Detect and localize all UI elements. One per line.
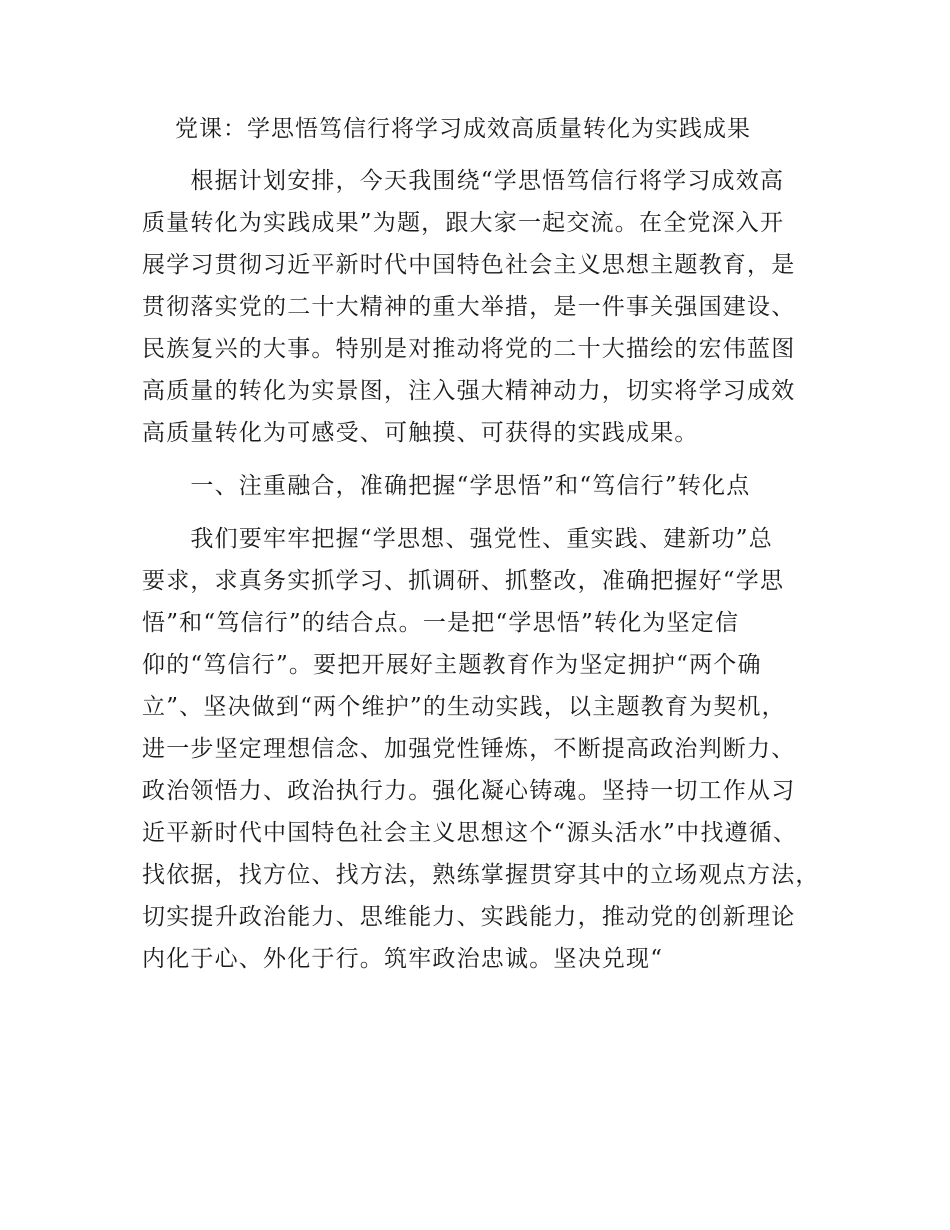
body-line: 我们要牢牢把握“学思想、强党性、重实践、建新功”总: [142, 526, 773, 552]
body-line: 找依据，找方位、找方法，熟练掌握贯穿其中的立场观点方法，: [142, 862, 820, 888]
body-line: 要求，求真务实抓学习、抓调研、抓整改，准确把握好“学思: [142, 568, 785, 594]
body-line: 高质量转化为可感受、可触摸、可获得的实践成果。: [142, 420, 699, 446]
body-line: 切实提升政治能力、思维能力、实践能力，推动党的创新理论: [142, 904, 796, 930]
body-line: 民族复兴的大事。特别是对推动将党的二十大描绘的宏伟蓝图: [142, 336, 796, 362]
body-line: 内化于心、外化于行。筑牢政治忠诚。坚决兑现“: [142, 946, 664, 972]
body-line: 悟”和“笃信行”的结合点。一是把“学思悟”转化为坚定信: [142, 610, 740, 636]
body-line: 进一步坚定理想信念、加强党性锤炼，不断提高政治判断力、: [142, 736, 796, 762]
body-line: 根据计划安排，今天我围绕“学思悟笃信行将学习成效高: [142, 168, 785, 194]
body-line: 政治领悟力、政治执行力。强化凝心铸魂。坚持一切工作从习: [142, 778, 796, 804]
body-line: 质量转化为实践成果”为题，跟大家一起交流。在全党深入开: [142, 210, 785, 236]
body-line: 立”、坚决做到“两个维护”的生动实践，以主题教育为契机，: [142, 694, 786, 720]
body-line: 高质量的转化为实景图，注入强大精神动力，切实将学习成效: [142, 378, 796, 404]
body-line: 近平新时代中国特色社会主义思想这个“源头活水”中找遵循、: [142, 820, 798, 846]
document-title: 党课：学思悟笃信行将学习成效高质量转化为实践成果: [175, 116, 751, 142]
body-line: 贯彻落实党的二十大精神的重大举措，是一件事关强国建设、: [142, 294, 796, 320]
body-line: 展学习贯彻习近平新时代中国特色社会主义思想主题教育，是: [142, 252, 796, 278]
section-heading: 一、注重融合，准确把握“学思悟”和“笃信行”转化点: [142, 473, 751, 499]
body-line: 仰的“笃信行”。要把开展好主题教育作为坚定拥护“两个确: [142, 652, 762, 678]
